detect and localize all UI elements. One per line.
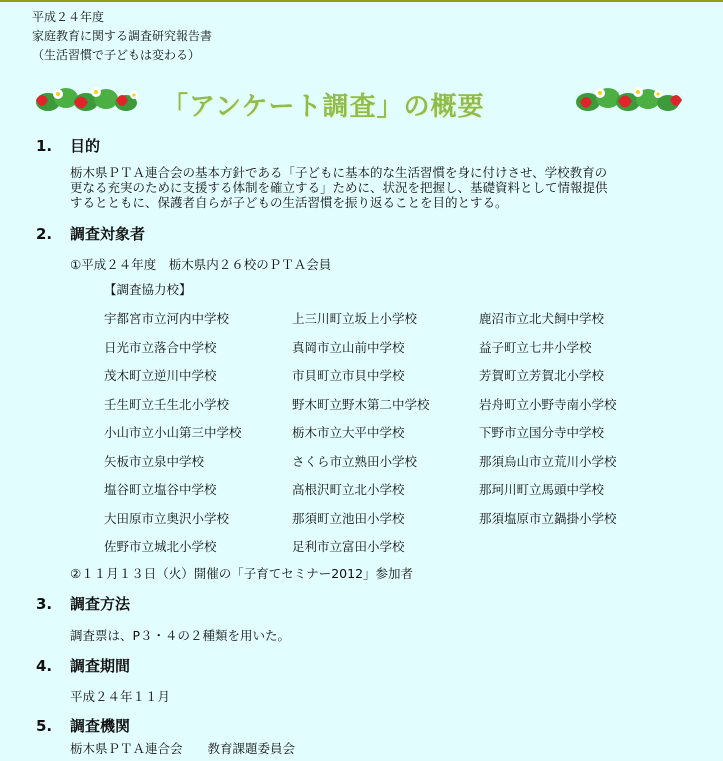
section-number: 2. bbox=[36, 225, 53, 243]
school-name: 岩舟町立小野寺南小学校 bbox=[479, 396, 617, 412]
section-title: 目的 bbox=[70, 137, 101, 155]
school-name: 真岡市立山前中学校 bbox=[292, 339, 405, 355]
school-name: 壬生町立壬生北小学校 bbox=[104, 396, 230, 412]
school-name: 益子町立七井小学校 bbox=[479, 339, 592, 355]
section-number: 5. bbox=[36, 717, 53, 735]
purpose-line: 栃木県ＰＴＡ連合会の基本方針である「子どもに基本的な生活習慣を身に付けさせ、学校教育の bbox=[70, 165, 608, 180]
section-title: 調査対象者 bbox=[70, 225, 146, 243]
school-name: 那須町立池田小学校 bbox=[292, 510, 405, 526]
report-header bbox=[32, 8, 212, 65]
purpose-line: するとともに、保護者自らが子どもの生活習慣を振り返ることを目的とする。 bbox=[70, 195, 508, 210]
school-name: 足利市立富田小学校 bbox=[292, 539, 405, 554]
period-text: 平成２４年１１月 bbox=[70, 689, 171, 704]
section-title: 調査機関 bbox=[70, 717, 131, 735]
school-name: 芳賀町立芳賀北小学校 bbox=[479, 368, 605, 383]
school-name: 野木町立野木第二中学校 bbox=[292, 396, 430, 412]
section-heading-agency bbox=[36, 715, 130, 736]
page-title: 「アンケート調査」の概要 bbox=[162, 92, 485, 122]
section-heading-subjects bbox=[36, 223, 145, 244]
strawberry-right-icon bbox=[576, 87, 682, 111]
subjects-item-1: ①平成２４年度 栃木県内２６校のＰＴＡ会員 bbox=[70, 257, 332, 272]
top-border bbox=[0, 0, 723, 2]
school-name: 大田原市立奥沢小学校 bbox=[104, 510, 230, 526]
section-title: 調査期間 bbox=[70, 657, 131, 675]
school-name: 茂木町立逆川中学校 bbox=[104, 368, 217, 383]
section-heading-method bbox=[36, 593, 130, 614]
strawberry-left-icon bbox=[36, 87, 138, 111]
school-name: 那須烏山市立荒川小学校 bbox=[479, 453, 617, 469]
school-name: 日光市立落合中学校 bbox=[104, 339, 217, 355]
coop-schools-label: 【調査協力校】 bbox=[104, 282, 192, 297]
header-subtitle: （生活習慣で子どもは変わる） bbox=[32, 48, 201, 62]
school-name: 鹿沼市立北犬飼中学校 bbox=[479, 311, 605, 326]
school-name: 下野市立国分寺中学校 bbox=[479, 425, 605, 440]
school-name: 栃木市立大平中学校 bbox=[292, 425, 405, 440]
school-name: 高根沢町立北小学校 bbox=[292, 482, 405, 497]
section-number: 1. bbox=[36, 137, 53, 155]
school-name: 宇都宮市立河内中学校 bbox=[104, 311, 230, 326]
header-year: 平成２４年度 bbox=[32, 10, 105, 24]
school-name: 那須塩原市立鍋掛小学校 bbox=[479, 510, 617, 526]
section-title: 調査方法 bbox=[70, 595, 131, 613]
school-name: 上三川町立坂上小学校 bbox=[292, 311, 418, 326]
school-name: 那珂川町立馬頭中学校 bbox=[479, 482, 605, 497]
school-name: 市貝町立市貝中学校 bbox=[292, 368, 405, 383]
school-name: さくら市立熟田小学校 bbox=[292, 453, 418, 469]
subjects-item-2: ②１１月１３日（火）開催の「子育てセミナー2012」参加者 bbox=[70, 566, 414, 581]
header-report-title: 家庭教育に関する調査研究報告書 bbox=[32, 29, 213, 43]
school-name: 小山市立小山第三中学校 bbox=[104, 425, 242, 440]
agency-text: 栃木県ＰＴＡ連合会 教育課題委員会 bbox=[70, 741, 296, 756]
school-name: 塩谷町立塩谷中学校 bbox=[104, 482, 217, 497]
purpose-line: 更なる充実のために支援する体制を確立する」ために、状況を把握し、基礎資料として情報提供 bbox=[70, 180, 608, 195]
section-number: 3. bbox=[36, 595, 53, 613]
school-name: 佐野市立城北小学校 bbox=[104, 539, 217, 554]
section-heading-period bbox=[36, 655, 130, 676]
method-text: 調査票は、P３・４の２種類を用いた。 bbox=[70, 628, 291, 643]
school-name: 矢板市立泉中学校 bbox=[104, 453, 205, 469]
section-number: 4. bbox=[36, 657, 53, 675]
purpose-text bbox=[70, 165, 690, 210]
section-heading-purpose bbox=[36, 135, 100, 156]
